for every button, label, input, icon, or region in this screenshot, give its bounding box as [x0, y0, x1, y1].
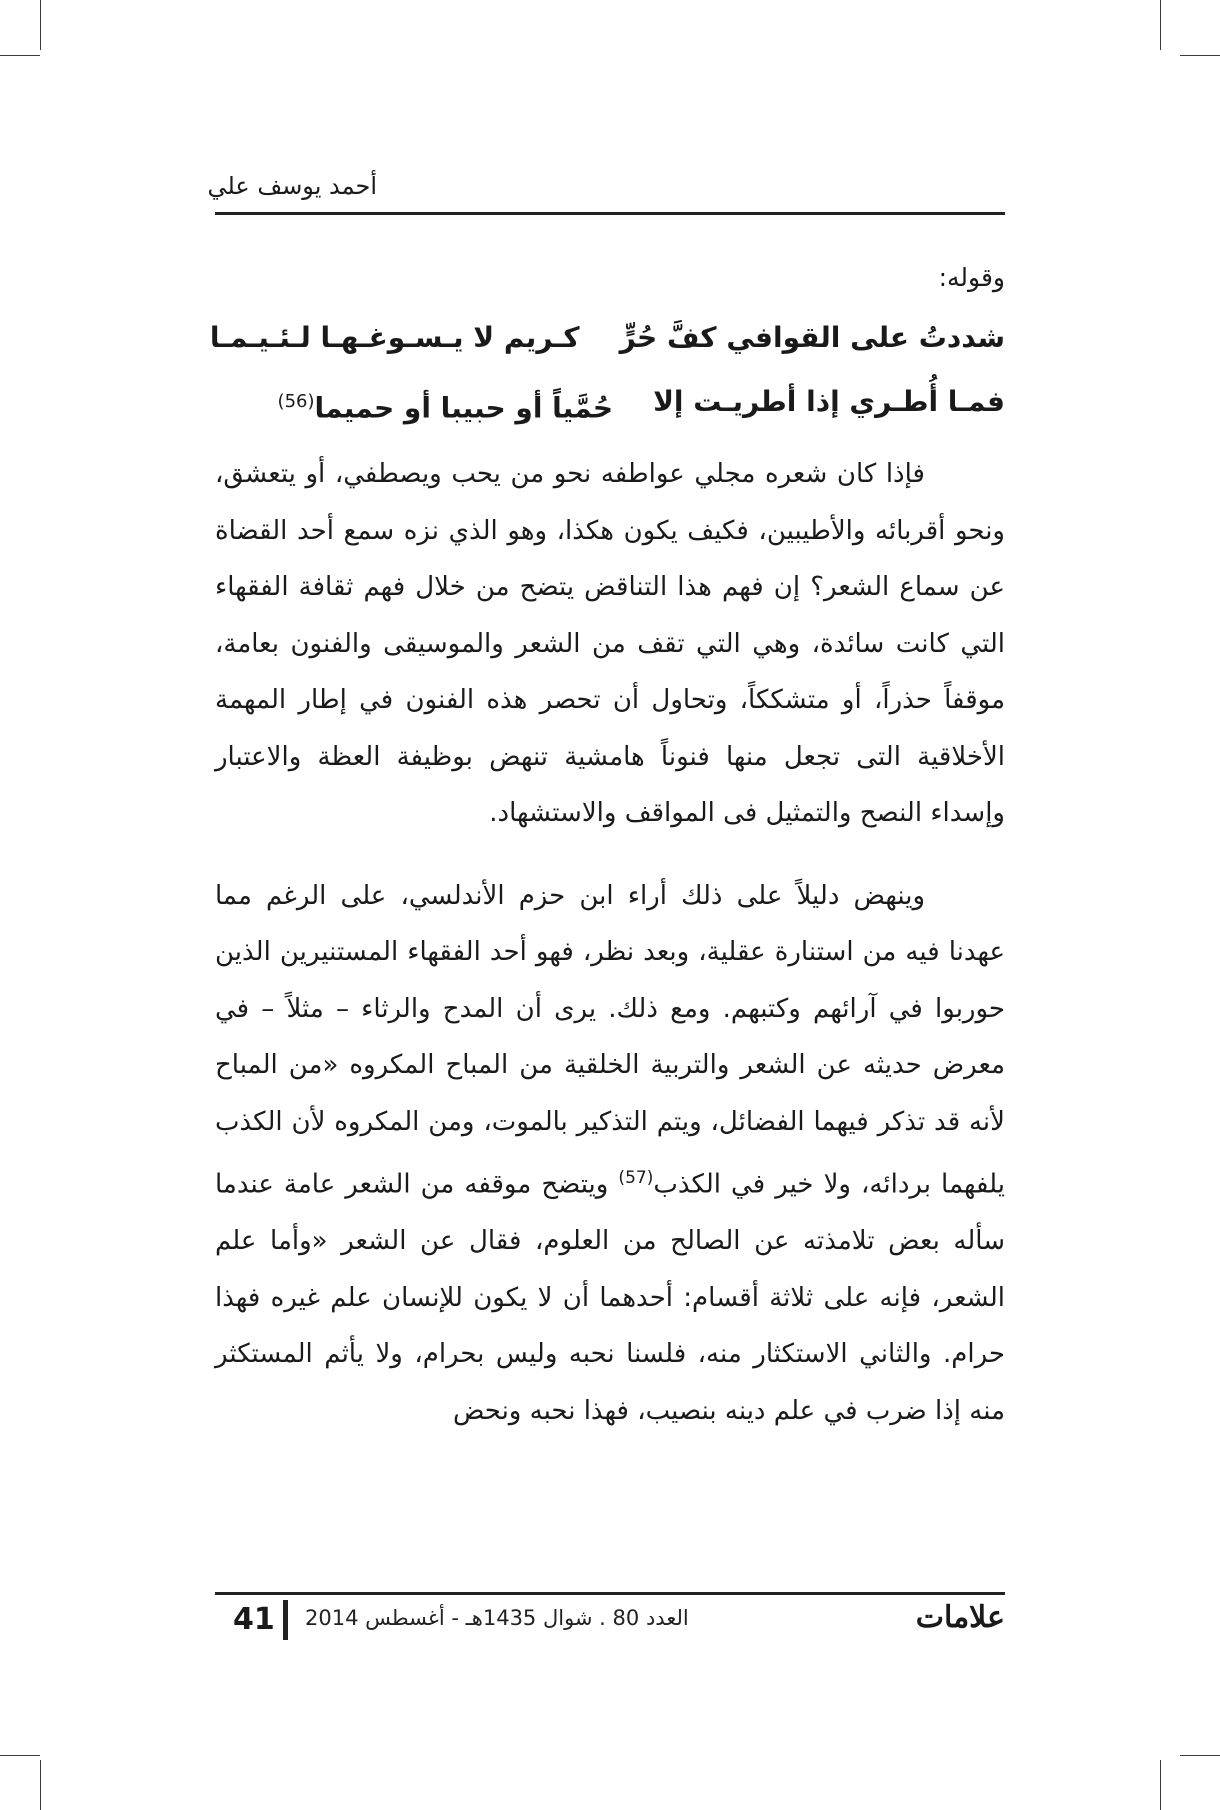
- page-body: [209, 250, 1005, 1439]
- running-header-author: أحمد يوسف علي: [207, 172, 377, 200]
- verse-first-hemistich: شددتُ على القوافي كفَّ حُرٍّ: [619, 321, 1005, 354]
- crop-mark: [0, 1755, 40, 1756]
- footer-rule: [215, 1592, 1005, 1595]
- footnote-ref: (56): [277, 391, 315, 412]
- page-footer: [215, 1600, 1005, 1650]
- crop-mark: [1160, 0, 1161, 50]
- crop-mark: [40, 0, 41, 50]
- verse-line: [215, 370, 1005, 440]
- page-number: 41: [233, 1602, 275, 1637]
- verse-line: [209, 306, 1005, 370]
- paragraph: فإذا كان شعره مجلي عواطفه نحو من يحب ويصطفي، أو يتعشق، ونحو أقربائه والأطيبين، فكيف يكون هكذا، وهو الذي نزه سمع أحد القضاة عن سماع الشعر؟ إن فهم هذا التناقض يتضح من خلال فهم ثقافة الفقهاء التي كانت سائدة، وهي التي تقف من الشعر والموسيقى والفنون بعامة، موقفاً حذراً، أو متشككاً، وتحاول أن تحصر هذه الفنون في إطار المهمة الأخلاقية التى تجعل منها فنوناً هامشية تنهض بوظيفة العظة والاعتبار وإسداء النصح والتمثيل فى المواقف والاستشهاد.: [215, 459, 1005, 829]
- header-rule: [215, 212, 1005, 215]
- crop-mark: [1180, 1755, 1220, 1756]
- crop-mark: [1160, 1760, 1161, 1810]
- crop-mark: [40, 1760, 41, 1810]
- footer-separator: [283, 1600, 288, 1640]
- verse-first-hemistich: فمـا أُطـري إذا أطريـت إلا: [653, 385, 1005, 418]
- footnote-ref: (57): [618, 1168, 654, 1189]
- paragraph-text-before: وينهض دليلاً على ذلك أراء ابن حزم الأندلسي، على الرغم مما عهدنا فيه من استنارة عقلية، وبعد نظر، فهو أحد الفقهاء المستنيرين الذين حوربوا في آرائهم وكتبهم. ومع ذلك. يرى أن المدح والرثاء – مثلاً – في معرض حديثه عن الشعر والتربية الخلقية من المباح المكروه «من المباح لأنه قد تذكر فيهما الفضائل، ويتم التذكير بالموت، ومن المكروه لأن الكذب يلفهما بردائه، ولا خير في الكذب: [215, 880, 1005, 1200]
- verse-second-hemistich: كـريم لا يـسـوغـهـا لـئـيـمـا: [209, 321, 580, 354]
- paragraph: [215, 868, 1005, 1440]
- journal-logo: علامات: [915, 1600, 1005, 1635]
- paragraph-text-after: ويتضح موقفه من الشعر عامة عندما سأله بعض تلامذته عن الصالح من العلوم، فقال عن الشعر «وأما علم الشعر، فإنه على ثلاثة أقسام: أحدهما أن لا يكون للإنسان علم غيره فهذا حرام. والثاني الاستكثار منه، فلسنا نحبه وليس بحرام، ولا يأثم المستكثر منه إذا ضرب في علم دينه بنصيب، فهذا نحبه ونحض: [215, 1169, 1005, 1426]
- crop-mark: [1180, 55, 1220, 56]
- verse-second-text: حُمَّياً أو حبيبا أو حميما: [314, 391, 614, 425]
- crop-mark: [0, 55, 40, 56]
- issue-info: العدد 80 . شوال 1435هـ - أغسطس 2014: [305, 1606, 689, 1630]
- verse-second-hemistich: [278, 370, 614, 440]
- intro-line: وقوله:: [938, 263, 1005, 292]
